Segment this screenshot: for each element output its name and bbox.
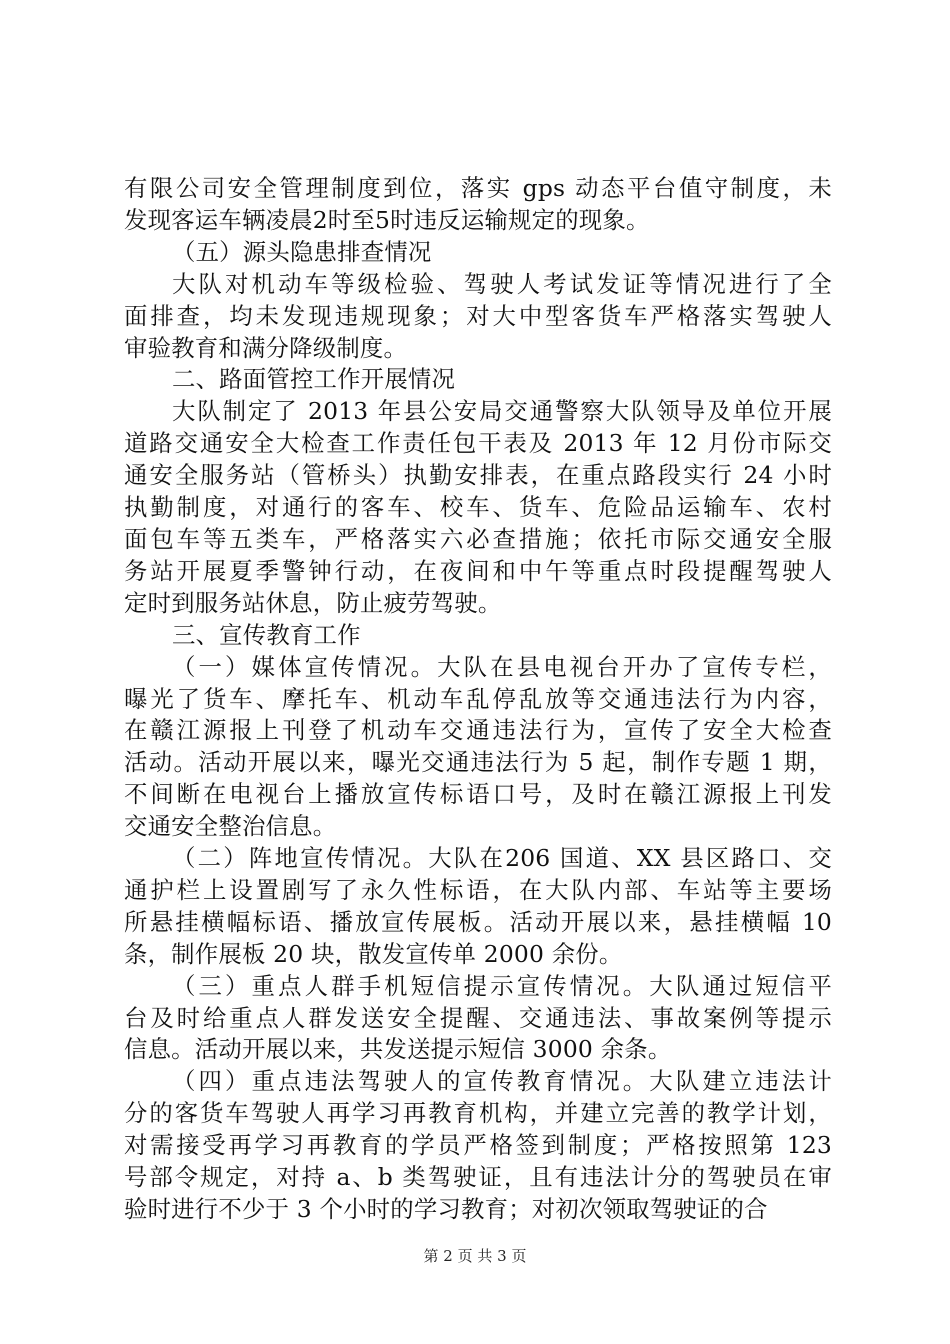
text-line: 面排查，均未发现违规现象；对大中型客货车严格落实驾驶人: [124, 301, 832, 330]
page-footer: [0, 1246, 950, 1266]
text-line: 大队制定了 2013 年县公安局交通警察大队领导及单位开展: [172, 397, 832, 426]
paragraph-h-3: [124, 620, 832, 652]
text-line: 信息。活动开展以来，共发送提示短信 3000 余条。: [124, 1035, 672, 1064]
text-line: 不间断在电视台上播放宣传标语口号，及时在赣江源报上刊发: [124, 780, 832, 809]
paragraph-p-source: [124, 269, 832, 365]
text-line: 台及时给重点人群发送安全提醒、交通违法、事故案例等提示: [124, 1003, 832, 1032]
text-line: 条，制作展板 20 块，散发宣传单 2000 余份。: [124, 939, 623, 968]
text-line: 交通安全整治信息。: [124, 812, 337, 841]
text-line: 验时进行不少于 3 个小时的学习教育；对初次领取驾驶证的合: [124, 1195, 768, 1223]
text-line: 在赣江源报上刊登了机动车交通违法行为，宣传了安全大检查: [124, 716, 832, 745]
text-line: 执勤制度，对通行的客车、校车、货车、危险品运输车、农村: [124, 493, 832, 522]
paragraph-p-continued: [124, 173, 832, 237]
text-line: 通护栏上设置剧写了永久性标语，在大队内部、车站等主要场: [124, 875, 832, 904]
paragraph-p-sms: [124, 971, 832, 1067]
text-line: （五）源头隐患排查情况: [172, 237, 432, 266]
paragraph-p-road: [124, 396, 832, 619]
text-line: 发现客运车辆凌晨2时至5时违反运输规定的现象。: [124, 205, 650, 234]
text-line: 有限公司安全管理制度到位，落实 gps 动态平台值守制度，未: [124, 174, 832, 202]
paragraph-h-2: [124, 364, 832, 396]
text-line: （二）阵地宣传情况。大队在206 国道、XX 县区路口、交: [172, 844, 832, 873]
text-line: （四）重点违法驾驶人的宣传教育情况。大队建立违法计: [172, 1067, 832, 1096]
paragraph-h-5: [124, 237, 832, 269]
page-number-label: 第 2 页 共 3 页: [423, 1247, 527, 1265]
text-line: 通安全服务站（管桥头）执勤安排表，在重点路段实行 24 小时: [124, 461, 832, 490]
text-line: 审验教育和满分降级制度。: [124, 333, 408, 362]
paragraph-p-media: [124, 652, 832, 843]
text-line: 道路交通安全大检查工作责任包干表及 2013 年 12 月份市际交: [124, 429, 832, 458]
text-line: 号部令规定，对持 a、b 类驾驶证，且有违法计分的驾驶员在审: [124, 1163, 832, 1192]
text-line: 三、宣传教育工作: [172, 620, 361, 649]
text-line: （一）媒体宣传情况。大队在县电视台开办了宣传专栏，: [172, 652, 832, 681]
text-line: 面包车等五类车，严格落实六必查措施；依托市际交通安全服: [124, 524, 832, 553]
paragraph-p-drivers: [124, 1066, 832, 1226]
text-line: 务站开展夏季警钟行动，在夜间和中午等重点时段提醒驾驶人: [124, 556, 832, 585]
text-line: 定时到服务站休息，防止疲劳驾驶。: [124, 588, 502, 617]
text-line: 曝光了货车、摩托车、机动车乱停乱放等交通违法行为内容，: [124, 684, 832, 713]
paragraph-p-position: [124, 843, 832, 971]
text-line: 活动。活动开展以来，曝光交通违法行为 5 起，制作专题 1 期，: [124, 748, 832, 777]
text-line: 对需接受再学习再教育的学员严格签到制度；严格按照第 123: [124, 1131, 832, 1160]
text-line: 二、路面管控工作开展情况: [172, 365, 456, 394]
text-line: 所悬挂横幅标语、播放宣传展板。活动开展以来，悬挂横幅 10: [124, 907, 832, 936]
text-line: （三）重点人群手机短信提示宣传情况。大队通过短信平: [172, 971, 832, 1000]
document-body: [124, 173, 832, 1226]
text-line: 分的客货车驾驶人再学习再教育机构，并建立完善的教学计划，: [124, 1099, 832, 1128]
text-line: 大队对机动车等级检验、驾驶人考试发证等情况进行了全: [172, 269, 832, 298]
